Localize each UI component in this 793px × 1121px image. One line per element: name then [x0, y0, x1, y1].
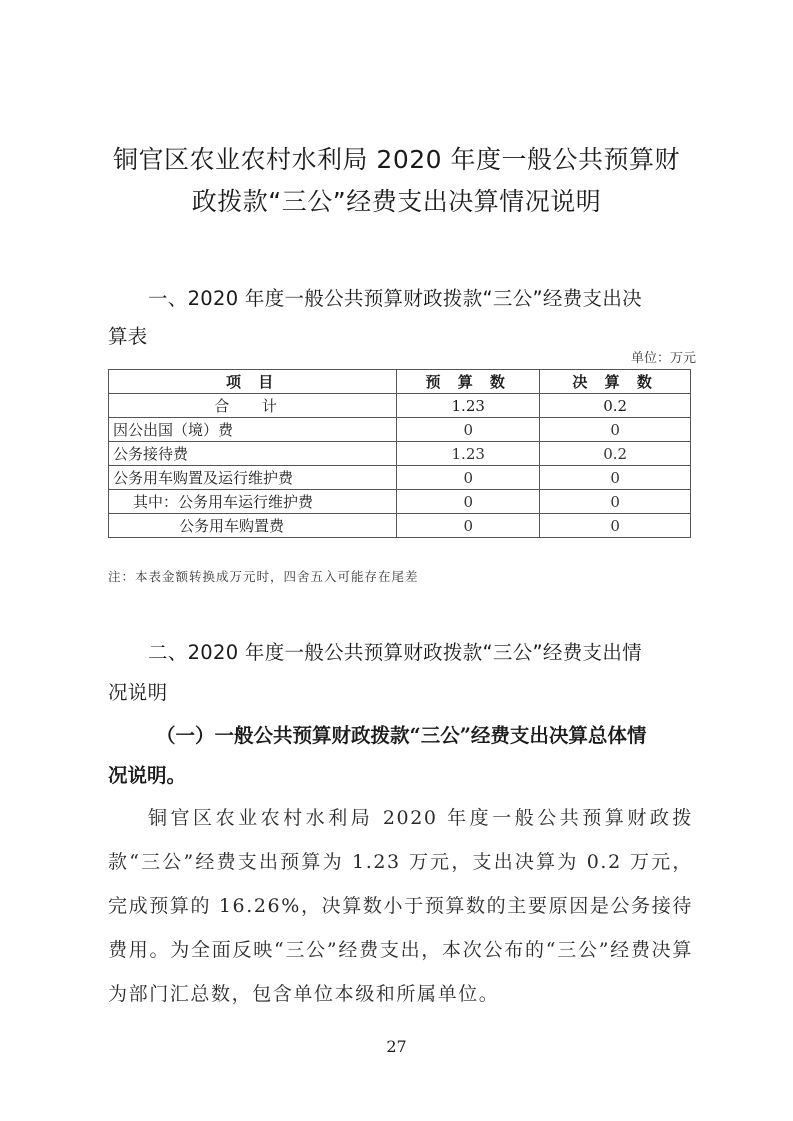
row-label: 因公出国（境）费	[109, 418, 397, 442]
row-actual: 0	[540, 466, 691, 490]
section2-heading-line1: 二、2020 年度一般公共预算财政拨款“三公”经费支出情	[148, 641, 642, 664]
row-actual: 0	[540, 514, 691, 538]
row-label: 公务用车购置费	[109, 514, 397, 538]
total-actual: 0.2	[540, 394, 691, 418]
header-budget: 预 算 数	[397, 370, 540, 394]
subsection1-heading-line2: 况说明。	[108, 764, 187, 787]
section1-heading-line1: 一、2020 年度一般公共预算财政拨款“三公”经费支出决	[148, 287, 642, 310]
row-actual: 0.2	[540, 442, 691, 466]
table-total-row	[109, 394, 691, 418]
table-row	[109, 442, 691, 466]
unit-label: 单位：万元	[630, 351, 696, 366]
row-label: 公务接待费	[109, 442, 397, 466]
row-label: 其中：公务用车运行维护费	[109, 490, 397, 514]
row-budget: 0	[397, 418, 540, 442]
total-label: 合 计	[109, 394, 397, 418]
row-actual: 0	[540, 490, 691, 514]
section2-heading-line2: 况说明	[108, 681, 168, 704]
header-actual: 决 算 数	[540, 370, 691, 394]
table-header-row	[109, 370, 691, 394]
row-actual: 0	[540, 418, 691, 442]
row-budget: 0	[397, 490, 540, 514]
document-title-line2: 政拨款“三公”经费支出决算情况说明	[191, 187, 602, 216]
table-row	[109, 514, 691, 538]
three-public-expenses-table	[108, 369, 691, 538]
summary-paragraph: 铜官区农业农村水利局 2020 年度一般公共预算财政拨款“三公”经费支出预算为 1.23 万元，支出决算为 0.2 万元，完成预算的 16.26%，决算数小于预算数的主要原因是公务接待费用。为全面反映“三公”经费支出，本次公布的“三公”经费决算为部门汇总数，包含单位本级和所属单位。	[108, 807, 693, 1005]
table-row	[109, 418, 691, 442]
header-item: 项 目	[109, 370, 397, 394]
table-row	[109, 466, 691, 490]
row-budget: 0	[397, 514, 540, 538]
section1-heading-line2: 算表	[108, 325, 148, 348]
row-budget: 0	[397, 466, 540, 490]
table-note: 注：本表金额转换成万元时，四舍五入可能存在尾差	[108, 569, 419, 584]
subsection1-heading-line1: （一）一般公共预算财政拨款“三公”经费支出决算总体情	[156, 724, 647, 747]
row-budget: 1.23	[397, 442, 540, 466]
total-budget: 1.23	[397, 394, 540, 418]
page-number: 27	[386, 1037, 407, 1056]
table-row	[109, 490, 691, 514]
document-title-line1: 铜官区农业农村水利局 2020 年度一般公共预算财	[112, 145, 681, 174]
row-label: 公务用车购置及运行维护费	[109, 466, 397, 490]
